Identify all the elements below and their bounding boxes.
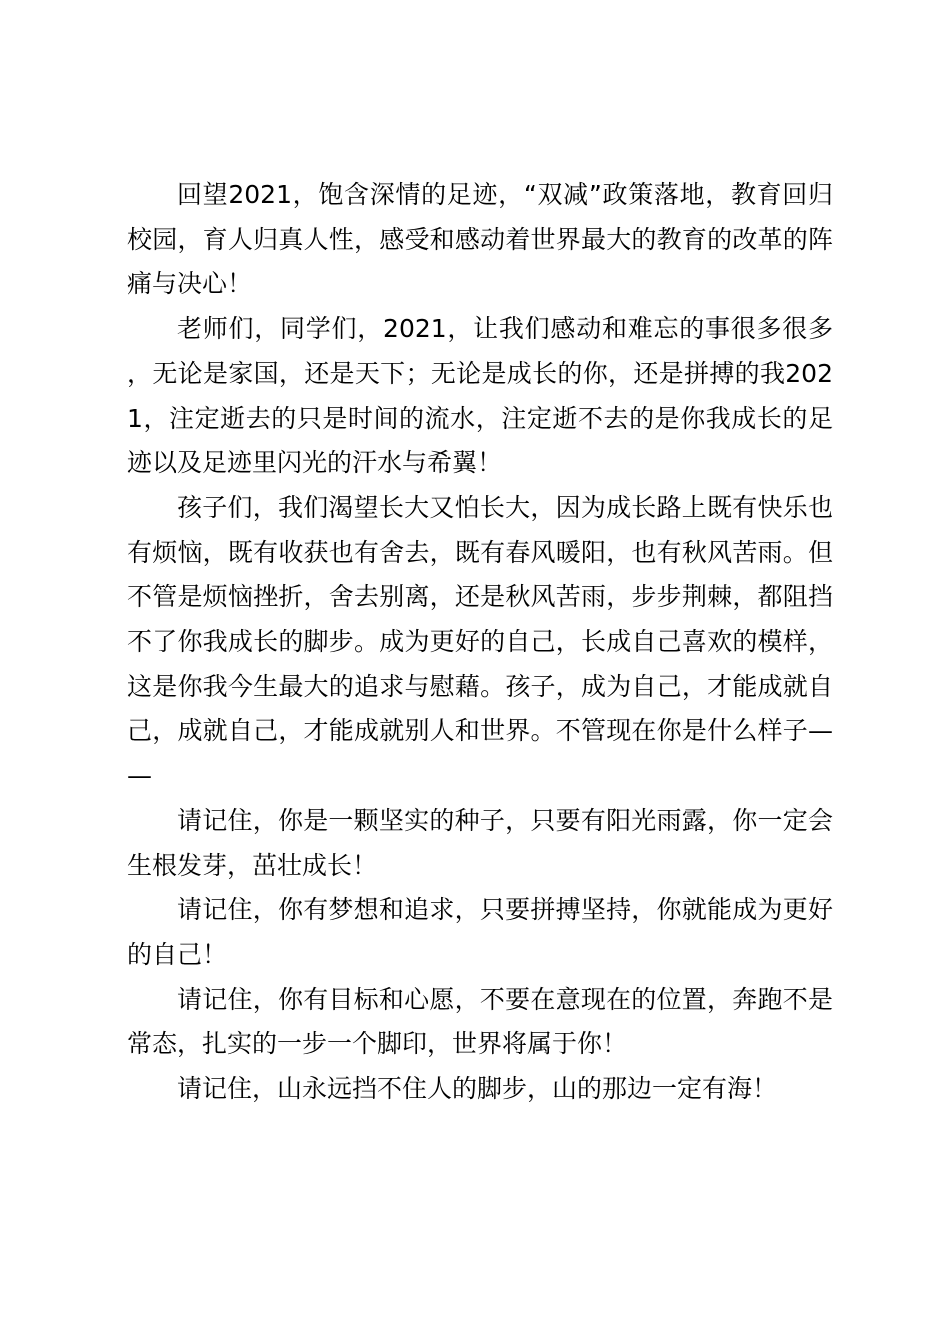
paragraph: 老师们，同学们，2021，让我们感动和难忘的事很多很多，无论是家国，还是天下；无论是成长的你，还是拼搏的我2021，注定逝去的只是时间的流水，注定逝不去的是你我成长的足迹以及足迹里闪光的汗水与希翼！ bbox=[127, 314, 833, 478]
paragraph: 请记住，你是一颗坚实的种子，只要有阳光雨露，你一定会生根发芽，茁壮成长！ bbox=[127, 805, 833, 880]
paragraph: 回望2021，饱含深情的足迹，“双减”政策落地，教育回归校园，育人归真人性，感受和感动着世界最大的教育的改革的阵痛与决心！ bbox=[127, 180, 833, 299]
document-body bbox=[127, 173, 833, 1112]
paragraph: 孩子们，我们渴望长大又怕长大，因为成长路上既有快乐也有烦恼，既有收获也有舍去，既有春风暖阳，也有秋风苦雨。但不管是烦恼挫折，舍去别离，还是秋风苦雨，步步荆棘，都阻挡不了你我成长的脚步。成为更好的自己，长成自己喜欢的模样，这是你我今生最大的追求与慰藉。孩子，成为自己，才能成就自己，成就自己，才能成就别人和世界。不管现在你是什么样子—— bbox=[127, 492, 833, 791]
paragraph: 请记住，你有梦想和追求，只要拼搏坚持，你就能成为更好的自己！ bbox=[127, 895, 833, 969]
paragraph: 请记住，你有目标和心愿，不要在意现在的位置，奔跑不是常态，扎实的一步一个脚印，世界将属于你！ bbox=[127, 984, 833, 1059]
paragraph: 请记住，山永远挡不住人的脚步，山的那边一定有海！ bbox=[177, 1074, 778, 1104]
